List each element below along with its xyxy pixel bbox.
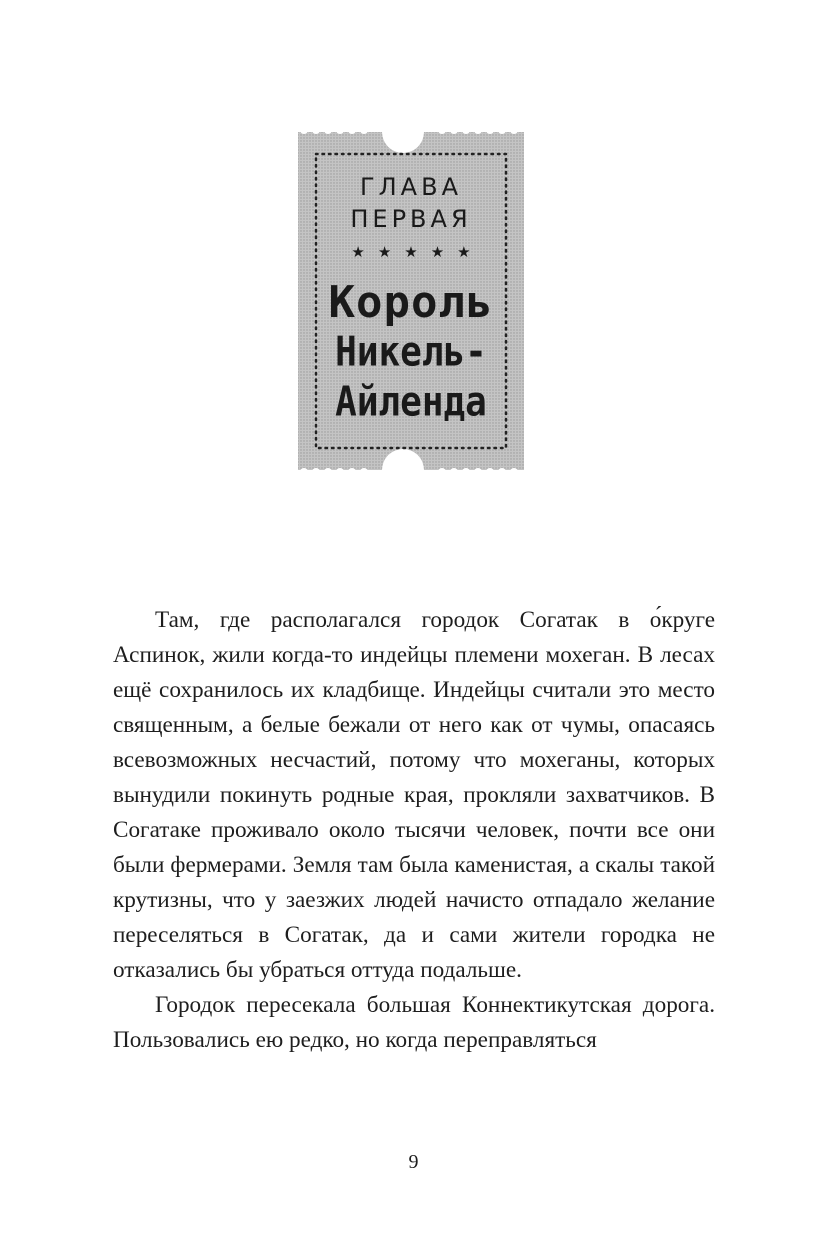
paragraph: Городок пересекала большая Коннектикутская дорога. Пользовались ею редко, но когда переправляться bbox=[113, 992, 715, 1053]
chapter-title-line3: Айленда bbox=[335, 378, 487, 426]
paragraph: Там, где располагался городок Согатак в о́круге Аспинок, жили когда-то индейцы племени мохеган. В лесах ещё сохранилось их кладбище. Индейцы считали это место священным, а белые бежали от него как от чумы, опасаясь всевозможных несчастий, потому что мохеганы, которых вынудили покинуть родные края, прокляли захватчиков. В Согатаке проживало около тысячи человек, почти все они были фермерами. Земля там была каменистая, а скалы такой крутизны, что у заезжих людей начисто отпадало желание переселяться в Согатак, да и сами жители городка не отказались бы убраться оттуда подальше. bbox=[113, 607, 715, 983]
chapter-title-line2: Никель- bbox=[335, 328, 487, 376]
page-number: 9 bbox=[408, 1151, 419, 1173]
ticket-text bbox=[294, 128, 528, 474]
chapter-label-line1: ГЛАВА bbox=[360, 173, 462, 201]
chapter-label-line2: ПЕРВАЯ bbox=[350, 205, 472, 233]
star-divider: ★★★★★ bbox=[351, 243, 484, 261]
body-text bbox=[113, 603, 715, 1058]
chapter-title-line1: Король bbox=[328, 277, 494, 328]
chapter-ticket bbox=[294, 128, 528, 474]
